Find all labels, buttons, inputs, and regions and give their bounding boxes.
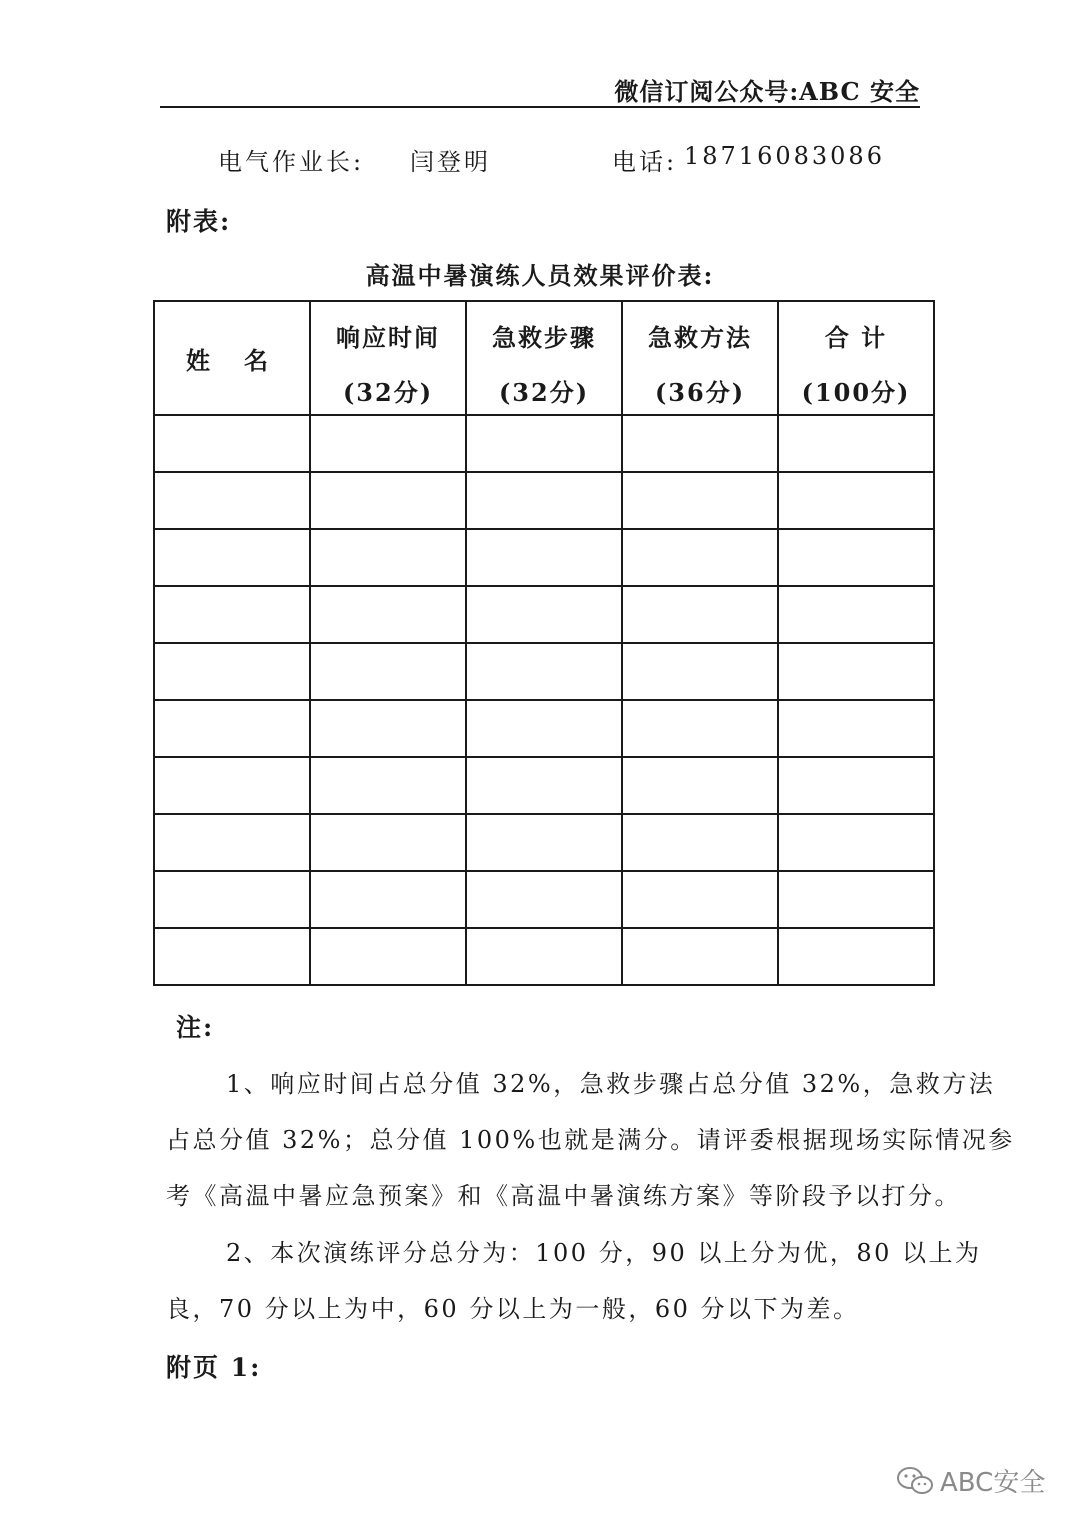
- table-header-row: [154, 301, 934, 415]
- note-line-5: 良，70 分以上为中，60 分以上为一般，60 分以下为差。: [166, 1295, 860, 1323]
- table-cell: [622, 586, 778, 643]
- table-row: [154, 700, 934, 757]
- note-line-4: 2、本次演练评分总分为：100 分，90 以上分为优，80 以上为: [226, 1239, 982, 1267]
- table-cell: [154, 586, 310, 643]
- table-cell: [622, 700, 778, 757]
- note-line-2: 占总分值 32%；总分值 100%也就是满分。请评委根据现场实际情况参: [166, 1126, 1015, 1154]
- header-title: 微信订阅公众号:ABC 安全: [614, 77, 920, 106]
- table-cell: [622, 529, 778, 586]
- column-label: 响应时间: [336, 323, 440, 352]
- contact-role-label: 电气作业长:: [218, 148, 365, 176]
- table-cell: [466, 586, 622, 643]
- wechat-icon: [896, 1465, 934, 1497]
- table-cell: [622, 814, 778, 871]
- table-cell: [778, 529, 934, 586]
- header-divider: [160, 106, 920, 108]
- appendix-page-label: 附页 1:: [166, 1353, 262, 1382]
- table-cell: [778, 700, 934, 757]
- table-cell: [466, 928, 622, 985]
- table-row: [154, 757, 934, 814]
- table-cell: [310, 928, 466, 985]
- table-cell: [154, 871, 310, 928]
- table-cell: [466, 472, 622, 529]
- table-cell: [778, 871, 934, 928]
- column-label: 急救步骤: [492, 323, 596, 352]
- table-cell: [778, 757, 934, 814]
- column-label: 急救方法: [648, 323, 752, 352]
- table-cell: [310, 871, 466, 928]
- table-row: [154, 529, 934, 586]
- column-header-first-aid-steps: [466, 301, 622, 415]
- table-cell: [778, 415, 934, 472]
- table-row: [154, 871, 934, 928]
- table-cell: [466, 871, 622, 928]
- evaluation-table: [153, 300, 935, 986]
- table-row: [154, 643, 934, 700]
- column-points: (36分): [654, 378, 746, 407]
- contact-phone: 18716083086: [684, 142, 885, 170]
- column-header-total: [778, 301, 934, 415]
- note-line-3: 考《高温中暑应急预案》和《高温中暑演练方案》等阶段予以打分。: [166, 1182, 961, 1210]
- table-cell: [154, 472, 310, 529]
- table-cell: [622, 415, 778, 472]
- table-cell: [622, 928, 778, 985]
- table-cell: [778, 472, 934, 529]
- table-cell: [466, 643, 622, 700]
- table-row: [154, 415, 934, 472]
- contact-person: 闫登明: [410, 148, 491, 176]
- column-points: (100分): [801, 378, 911, 407]
- column-header-name: 姓名: [154, 301, 310, 415]
- column-points: (32分): [342, 378, 434, 407]
- table-cell: [778, 928, 934, 985]
- table-cell: [466, 415, 622, 472]
- table-cell: [310, 643, 466, 700]
- table-cell: [466, 529, 622, 586]
- column-header-response-time: [310, 301, 466, 415]
- table-cell: [310, 757, 466, 814]
- table-row: [154, 814, 934, 871]
- table-cell: [778, 586, 934, 643]
- table-cell: [154, 814, 310, 871]
- table-cell: [310, 415, 466, 472]
- column-points: (32分): [498, 378, 590, 407]
- appendix-label: 附表:: [166, 207, 232, 236]
- table-row: [154, 586, 934, 643]
- table-cell: [778, 814, 934, 871]
- table-cell: [154, 700, 310, 757]
- table-cell: [310, 700, 466, 757]
- notes-label: 注:: [176, 1013, 215, 1042]
- table-cell: [310, 472, 466, 529]
- table-cell: [154, 643, 310, 700]
- table-row: [154, 928, 934, 985]
- table-body: [154, 415, 934, 985]
- table-cell: [466, 700, 622, 757]
- table-cell: [154, 529, 310, 586]
- table-cell: [778, 643, 934, 700]
- note-line-1: 1、响应时间占总分值 32%，急救步骤占总分值 32%，急救方法: [226, 1070, 996, 1098]
- contact-phone-label: 电话:: [612, 148, 678, 176]
- table-cell: [466, 814, 622, 871]
- column-label: 合 计: [824, 323, 888, 352]
- table-cell: [154, 757, 310, 814]
- table-cell: [310, 529, 466, 586]
- table-cell: [466, 757, 622, 814]
- table-title: 高温中暑演练人员效果评价表:: [365, 261, 715, 290]
- table-cell: [622, 757, 778, 814]
- column-header-first-aid-method: [622, 301, 778, 415]
- watermark-text: ABC安全: [940, 1468, 1046, 1498]
- table-cell: [310, 586, 466, 643]
- watermark: [896, 1462, 1045, 1499]
- table-cell: [622, 472, 778, 529]
- table-cell: [622, 643, 778, 700]
- table-cell: [154, 928, 310, 985]
- table-cell: [310, 814, 466, 871]
- table-row: [154, 472, 934, 529]
- table-cell: [154, 415, 310, 472]
- table-cell: [622, 871, 778, 928]
